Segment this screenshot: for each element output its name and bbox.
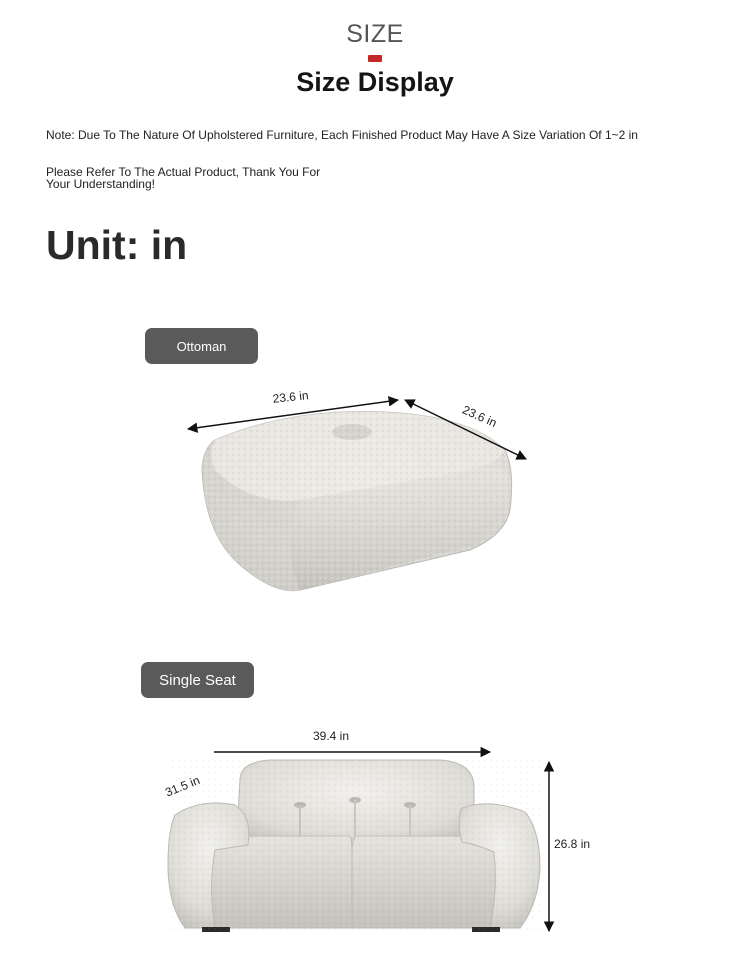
thanks-note-line-1: Please Refer To The Actual Product, Thank You For [46, 165, 321, 179]
ottoman-depth-label: 23.6 in [460, 402, 499, 431]
ottoman-width-label: 23.6 in [271, 388, 310, 406]
unit-label: Unit: in [46, 222, 188, 268]
single-seat-depth-label: 31.5 in [163, 773, 202, 800]
ottoman-illustration [202, 412, 512, 591]
product-tag-single-seat-label: Single Seat [159, 671, 236, 689]
page-title: Size Display [296, 67, 454, 97]
single-seat-width-label: 39.4 in [312, 729, 350, 743]
thanks-note-line-2: Your Understanding! [46, 177, 155, 191]
single-seat-illustration [168, 760, 540, 932]
product-tag-ottoman-label: Ottoman [176, 338, 227, 354]
single-seat-height-label: 26.8 in [554, 837, 591, 851]
size-variation-note: Note: Due To The Nature Of Upholstered Furniture, Each Finished Product May Have A Size Variation Of 1~2 in [46, 128, 638, 142]
section-kicker: SIZE [346, 20, 404, 48]
